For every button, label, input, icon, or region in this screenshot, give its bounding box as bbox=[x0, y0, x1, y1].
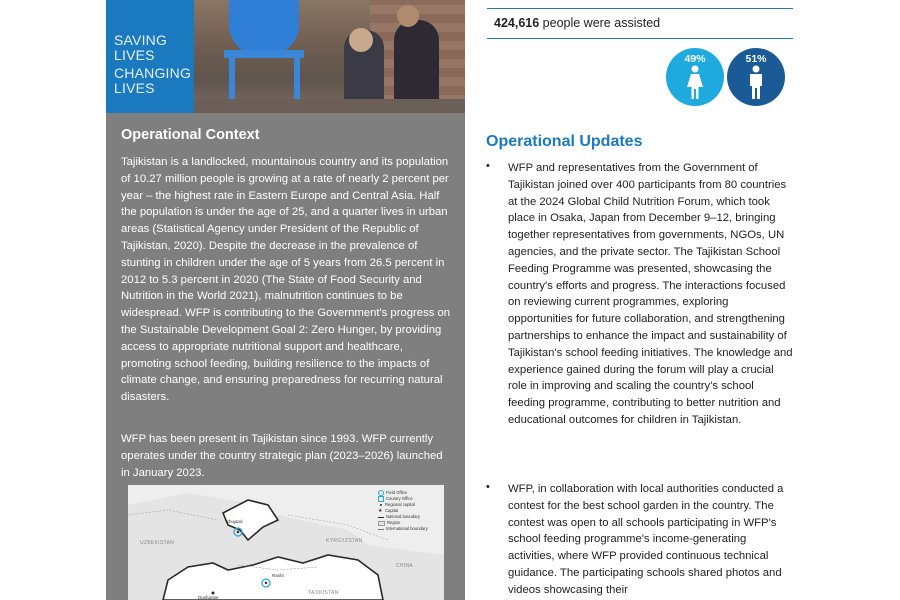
legend-row: Regional capital bbox=[378, 502, 442, 508]
male-pct: 51% bbox=[745, 53, 767, 65]
operational-context-panel bbox=[106, 113, 465, 600]
assisted-text: people were assisted bbox=[539, 16, 661, 30]
people-assisted-line bbox=[494, 16, 660, 30]
female-icon bbox=[685, 65, 705, 101]
female-percentage-badge bbox=[666, 48, 724, 106]
legend-row: Region bbox=[378, 520, 442, 526]
map-country-label: TAJIKISTAN bbox=[308, 590, 339, 596]
context-paragraph-1: Tajikistan is a landlocked, mountainous country and its population of 10.27 million people is growing at a rate of nearly 2 percent per year – the highest rate in Eastern Europe and Central Asia. Half the population is under the age of 25, and a quarter lives in urban areas (Statistical Agency under President of the Republic of Tajikistan, 2020). Despite the decrease in the prevalence of stunting in children under the age of 5 years from 26.5 percent in 2012 to 5.3 percent in 2020 (The State of Food Security and Nutrition in the World 2021), malnutrition continues to be widespread. WFP is contributing to the Government's progress on the Sustainable Development Goal 2: Zero Hunger, by providing access to appropriate nutritional support and healthcare, promoting school feeding, building resilience to the impacts of climate change, and ensuring preparedness for recurring natural disasters. bbox=[121, 156, 451, 404]
hero-tagline-block bbox=[106, 0, 194, 113]
male-icon bbox=[746, 65, 766, 101]
star-icon: ★ bbox=[378, 507, 383, 514]
tagline-line: LIVES bbox=[114, 47, 155, 63]
hero-image bbox=[106, 0, 465, 113]
tagline-line: SAVING bbox=[114, 32, 168, 48]
area-icon bbox=[378, 521, 385, 526]
updates-title: Operational Updates bbox=[486, 133, 643, 150]
map-city-label: Rasht bbox=[272, 573, 284, 578]
square-outline-icon bbox=[378, 496, 384, 502]
map-city-label: Khujand bbox=[226, 519, 243, 524]
dot-icon bbox=[380, 504, 382, 506]
female-pct: 49% bbox=[684, 53, 706, 65]
legend-row: International boundary bbox=[378, 526, 442, 532]
update-item: WFP, in collaboration with local authorities conducted a contest for the best school garden in the country. The contest was open to all schools participating in WFP's school feeding programme's income-generating activities, where WFP provided continuous technical guidance. The participating schools shared photos and videos showcasing their bbox=[508, 483, 784, 596]
update-item: WFP and representatives from the Government of Tajikistan joined over 400 participants from 80 countries at the 2024 Global Child Nutrition Forum, which took place in Osaka, Japan from December 9–12, bringing together representatives from governments, NGOs, UN agencies, and the private sector. The Tajikistan School Feeding Programme was presented, showcasing the country's efforts and progress. The interactions focused on reviewing current programmes, exploring opportunities for future collaboration, and strengthening partnerships to enhance the impact and sustainability of Tajikistan's school feeding initiatives. The knowledge and experience gained during the forum will play a crucial role in improving and scaling the country's school feeding programme, contributing to better nutrition and educational outcomes for children in Tajikistan. bbox=[508, 162, 793, 426]
legend-row: Field Office bbox=[378, 490, 442, 496]
bullet-icon: • bbox=[486, 481, 490, 493]
legend-row: ★ Capital bbox=[378, 507, 399, 514]
top-rule bbox=[487, 8, 793, 9]
bottom-rule bbox=[487, 38, 793, 39]
map-country-label: CHINA bbox=[396, 563, 414, 569]
legend-row: National boundary bbox=[378, 514, 442, 520]
context-title: Operational Context bbox=[121, 127, 260, 143]
legend-row: Country Office bbox=[378, 496, 442, 502]
country-map bbox=[128, 485, 444, 600]
male-percentage-badge bbox=[727, 48, 785, 106]
context-paragraph-2: WFP has been present in Tajikistan since 1993. WFP currently operates under the country strategic plan (2023–2026) launched in January 2023. bbox=[121, 433, 443, 479]
tagline-line: LIVES bbox=[114, 80, 155, 96]
map-legend bbox=[378, 490, 442, 532]
map-country-label: UZBEKISTAN bbox=[140, 540, 175, 546]
tagline-line: CHANGING bbox=[114, 65, 192, 81]
bullet-icon: • bbox=[486, 160, 490, 172]
dash-icon bbox=[378, 529, 384, 530]
line-icon bbox=[378, 517, 384, 518]
map-country-label: KYRGYZSTAN bbox=[326, 538, 363, 544]
map-city-label: Dushanbe bbox=[198, 595, 219, 600]
hero-photo-children-at-water-tank bbox=[194, 0, 465, 113]
assisted-number: 424,616 bbox=[494, 16, 540, 30]
